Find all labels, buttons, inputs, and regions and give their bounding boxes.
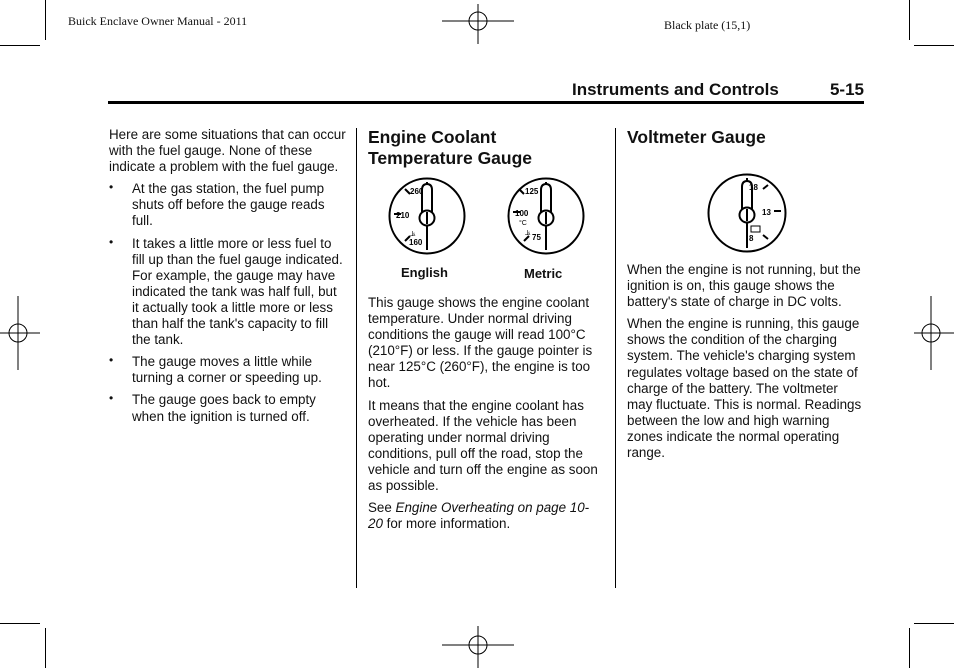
see-suffix: for more information.	[382, 516, 511, 532]
gauge-label-8: 8	[749, 234, 754, 243]
manual-title: Buick Enclave Owner Manual - 2011	[68, 14, 248, 28]
voltmeter-gauge-title: Voltmeter Gauge	[627, 127, 766, 147]
gauge-label-celsius: °C	[519, 220, 527, 227]
list-item	[109, 236, 347, 349]
crop-mark	[0, 45, 40, 46]
column-divider	[615, 128, 616, 588]
registration-mark	[442, 626, 514, 668]
coolant-gauge-english	[387, 176, 467, 256]
header-rule	[108, 101, 864, 104]
coolant-paragraph: It means that the engine coolant has overheated. If the vehicle has been operating under normal driving conditions, pull off the road, stop the vehicle and turn off the engine as soon as possible.	[368, 397, 598, 494]
registration-mark	[914, 296, 954, 370]
section-name: Instruments and Controls	[572, 80, 779, 99]
list-item	[109, 354, 347, 386]
column-divider	[356, 128, 357, 588]
cross-reference-link[interactable]: Engine Overheating on page 10-20	[368, 500, 590, 532]
plate-label: Black plate (15,1)	[664, 18, 751, 32]
gauge-label-100: 100	[515, 209, 529, 218]
crop-mark	[45, 0, 46, 40]
crop-mark	[909, 628, 910, 668]
bullet-icon: •	[109, 180, 114, 195]
coolant-gauge-title: Engine Coolant Temperature Gauge	[368, 127, 533, 168]
gauge-label-75: 75	[532, 233, 541, 242]
crop-mark	[909, 0, 910, 40]
bullet-icon: •	[109, 391, 114, 406]
list-item-text: The gauge moves a little while turning a corner or speeding up.	[132, 354, 322, 386]
voltmeter-paragraph: When the engine is not running, but the ignition is on, this gauge shows the battery's state of charge in DC volts.	[627, 262, 861, 310]
see-prefix: See	[368, 500, 396, 516]
coolant-paragraph: This gauge shows the engine coolant temperature. Under normal driving conditions the gauge will read 100°C (210°F) or less. If the gauge pointer is near 125°C (260°F), the engine is too hot.	[368, 295, 593, 391]
gauge-label-18: 18	[749, 183, 758, 192]
crop-mark	[0, 623, 40, 624]
registration-mark	[442, 4, 514, 44]
gauge-label-260: 260	[410, 187, 424, 196]
list-item	[109, 181, 347, 229]
intro-paragraph: Here are some situations that can occur with the fuel gauge. None of these indicate a problem with the fuel gauge.	[109, 127, 346, 175]
gauge-label-210: 210	[396, 211, 410, 220]
coolant-icon: ⫡	[410, 229, 416, 238]
page-number: 5-15	[829, 80, 864, 99]
column-fuel-gauge	[109, 127, 347, 431]
coolant-icon: ⫡	[525, 228, 531, 237]
see-reference	[368, 500, 598, 532]
caption-metric: Metric	[524, 266, 563, 281]
list-item-text: The gauge goes back to empty when the ignition is turned off.	[132, 392, 316, 424]
crop-mark	[914, 623, 954, 624]
gauge-label-160: 160	[409, 238, 423, 247]
coolant-gauge-metric	[506, 176, 586, 256]
crop-mark	[914, 45, 954, 46]
list-item-text: At the gas station, the fuel pump shuts off before the gauge reads full.	[132, 181, 325, 229]
column-coolant-text	[368, 295, 606, 538]
registration-mark	[0, 296, 40, 370]
bullet-icon: •	[109, 234, 114, 249]
gauge-label-13: 13	[762, 208, 771, 217]
list-item-text: It takes a little more or less fuel to fill up than the fuel gauge indicated. For example, the gauge may have indicated the tank was half full, but it actually took a little more or less than half the tank's capacity to fill the tank.	[132, 235, 343, 348]
gauge-label-125: 125	[525, 187, 539, 196]
column-voltmeter-text	[627, 262, 865, 467]
list-item	[109, 392, 347, 424]
crop-mark	[45, 628, 46, 668]
caption-english: English	[401, 265, 448, 280]
voltmeter-paragraph: When the engine is running, this gauge shows the condition of the charging system. The vehicle's charging system regulates voltage based on the state of charge of the battery. The voltmeter may fluctuate. This is normal. Readings between the low and high warning zones indicate the normal operating range.	[627, 316, 862, 461]
voltmeter-gauge	[706, 172, 788, 254]
bullet-icon: •	[109, 353, 114, 368]
bullet-list	[109, 181, 347, 424]
